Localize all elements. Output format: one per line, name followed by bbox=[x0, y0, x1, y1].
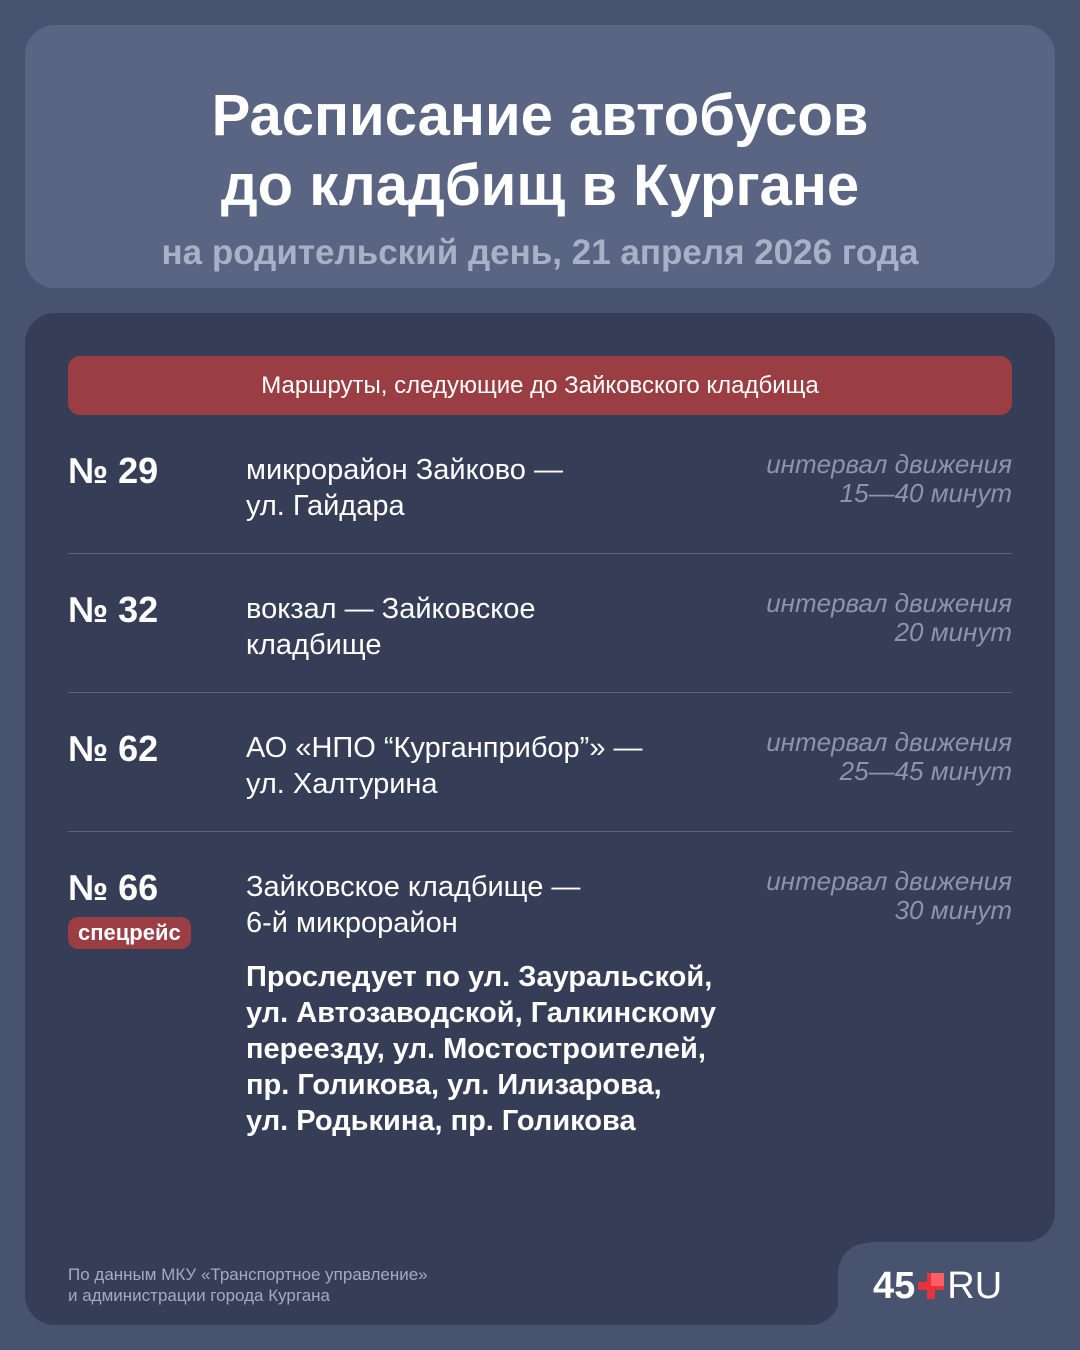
interval-label: интервал движения bbox=[766, 588, 1012, 618]
route-interval bbox=[766, 450, 1012, 508]
source-line-2: и администрации города Кургана bbox=[68, 1286, 331, 1305]
source-line-1: По данным МКУ «Транспортное управление» bbox=[68, 1265, 428, 1284]
route-divider bbox=[68, 831, 1012, 832]
interval-value: 30 минут bbox=[894, 895, 1012, 925]
route-number: № 32 bbox=[68, 589, 159, 630]
logo-cross-icon bbox=[918, 1273, 944, 1299]
route-name-line-2: ул. Халтурина bbox=[246, 768, 438, 800]
route-name-line-1: микрорайон Зайково — bbox=[246, 454, 563, 486]
section-banner: Маршруты, следующие до Зайковского кладбища bbox=[68, 356, 1012, 415]
route-path-note bbox=[246, 959, 806, 1139]
page-subtitle: на родительский день, 21 апреля 2026 года bbox=[161, 233, 919, 272]
interval-value: 20 минут bbox=[894, 617, 1012, 647]
interval-label: интервал движения bbox=[766, 866, 1012, 896]
note-line: ул. Родькина, пр. Голикова bbox=[246, 1105, 636, 1137]
route-interval bbox=[766, 867, 1012, 925]
special-trip-badge: спецрейс bbox=[68, 917, 191, 949]
route-item-66 bbox=[68, 867, 1012, 1147]
title-line-1: Расписание автобусов bbox=[211, 83, 869, 148]
route-name bbox=[246, 591, 536, 663]
route-name-line-1: вокзал — Зайковское bbox=[246, 593, 536, 625]
note-line: переезду, ул. Мостостроителей, bbox=[246, 1033, 706, 1065]
route-divider bbox=[68, 553, 1012, 554]
route-interval bbox=[766, 589, 1012, 647]
note-line: Проследует по ул. Зауральской, bbox=[246, 961, 713, 993]
source-credit bbox=[68, 1264, 428, 1306]
header-card bbox=[25, 25, 1055, 288]
route-name bbox=[246, 869, 580, 941]
route-name-line-2: 6-й микрорайон bbox=[246, 907, 458, 939]
routes-panel-footer bbox=[25, 1200, 840, 1325]
route-name-line-2: ул. Гайдара bbox=[246, 490, 405, 522]
route-number: № 62 bbox=[68, 728, 159, 769]
logo-suffix: RU bbox=[947, 1265, 1003, 1307]
interval-value: 25—45 минут bbox=[839, 756, 1012, 786]
route-divider bbox=[68, 692, 1012, 693]
note-line: ул. Автозаводской, Галкинскому bbox=[246, 997, 716, 1029]
route-name-line-1: Зайковское кладбище — bbox=[246, 871, 581, 903]
route-name bbox=[246, 452, 563, 524]
route-number: № 66 bbox=[68, 867, 159, 908]
site-logo bbox=[873, 1262, 1002, 1310]
interval-label: интервал движения bbox=[766, 727, 1012, 757]
route-name bbox=[246, 730, 643, 802]
route-interval bbox=[766, 728, 1012, 786]
route-number: № 29 bbox=[68, 450, 159, 491]
title-line-2: до кладбищ в Кургане bbox=[220, 153, 860, 218]
page-title bbox=[25, 81, 1055, 221]
note-line: пр. Голикова, ул. Илизарова, bbox=[246, 1069, 662, 1101]
route-name-line-2: кладбище bbox=[246, 629, 382, 661]
logo-number: 45 bbox=[873, 1265, 916, 1307]
route-name-line-1: АО «НПО “Курганприбор”» — bbox=[246, 732, 643, 764]
interval-value: 15—40 минут bbox=[839, 478, 1012, 508]
interval-label: интервал движения bbox=[766, 449, 1012, 479]
